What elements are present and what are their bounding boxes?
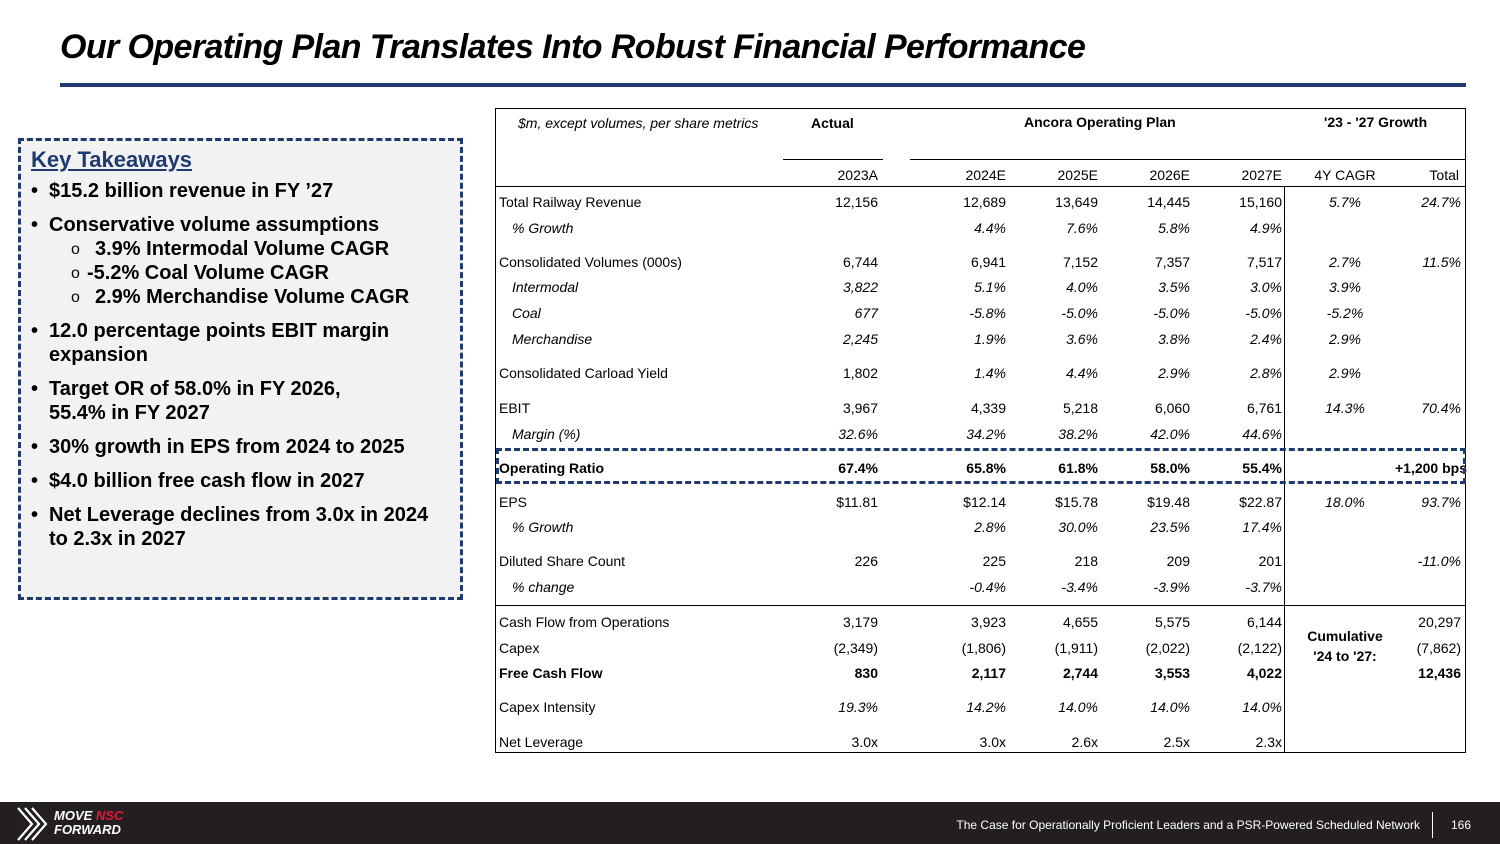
table-cell: 7,152: [1062, 254, 1098, 270]
table-cell: 67.4%: [838, 460, 878, 476]
table-cell: 6,060: [1154, 400, 1190, 416]
row-label: Intermodal: [512, 279, 579, 295]
page-number: 166: [1450, 818, 1472, 832]
table-cell: 209: [1166, 553, 1190, 569]
table-cell: 34.2%: [966, 426, 1006, 442]
table-cell: 2.8%: [1250, 365, 1282, 381]
table-cell: 6,941: [970, 254, 1006, 270]
table-cell: 2.4%: [1250, 331, 1282, 347]
row-label: Capex: [499, 640, 540, 656]
row-label: Merchandise: [512, 331, 593, 347]
table-cell: 1.9%: [974, 331, 1006, 347]
row-label: Diluted Share Count: [499, 553, 626, 569]
table-cell: $15.78: [1055, 494, 1098, 510]
table-cell: 226: [854, 553, 878, 569]
table-cell: 38.2%: [1058, 426, 1098, 442]
table-cell: 55.4%: [1242, 460, 1282, 476]
table-cell: 12,689: [963, 194, 1006, 210]
table-cell: 225: [982, 553, 1006, 569]
takeaway-subitem: o -5.2% Coal Volume CAGR: [71, 262, 329, 284]
table-cell: (2,349): [833, 640, 878, 656]
table-cell: 4.4%: [1066, 365, 1098, 381]
table-cell: -0.4%: [969, 579, 1006, 595]
table-cell: 4.9%: [1250, 220, 1282, 236]
table-cell: 7,517: [1246, 254, 1282, 270]
row-label: Cash Flow from Operations: [499, 614, 670, 630]
table-cell: 12,156: [835, 194, 878, 210]
table-cell: 32.6%: [838, 426, 878, 442]
table-cell: -5.2%: [1326, 305, 1364, 321]
table-cell: -3.7%: [1245, 579, 1282, 595]
header-operating-plan: Ancora Operating Plan: [1024, 114, 1176, 130]
column-header: 2026E: [1149, 167, 1190, 183]
table-cell: -5.0%: [1061, 305, 1098, 321]
table-cell: -3.4%: [1061, 579, 1098, 595]
row-label: Consolidated Volumes (000s): [499, 254, 682, 270]
table-cell: 93.7%: [1421, 494, 1461, 510]
table-cell: -3.9%: [1153, 579, 1190, 595]
column-header: 4Y CAGR: [1314, 167, 1376, 183]
takeaway-item: • 12.0 percentage points EBIT margin expansion: [31, 320, 390, 366]
table-cell: 677: [854, 305, 878, 321]
footer-divider: [1432, 812, 1433, 838]
table-cell: 3,822: [842, 279, 878, 295]
table-cell: 18.0%: [1325, 494, 1365, 510]
table-cell: 14.0%: [1242, 699, 1282, 715]
column-header: 2025E: [1057, 167, 1098, 183]
table-cell: 14.0%: [1150, 699, 1190, 715]
table-cell: 3.5%: [1158, 279, 1190, 295]
actual-underline: [783, 159, 883, 160]
table-cell: 14,445: [1147, 194, 1190, 210]
table-cell: 6,144: [1246, 614, 1282, 630]
table-cell: 3.0x: [851, 734, 878, 750]
table-cell: 218: [1074, 553, 1098, 569]
row-label: EBIT: [499, 400, 531, 416]
chevron-logo-icon: [16, 806, 56, 842]
column-header: 2027E: [1241, 167, 1282, 183]
table-cell: 3.9%: [1329, 279, 1361, 295]
logo-wordmark: MOVE NSC FORWARD: [54, 808, 124, 837]
table-cell: 2.7%: [1329, 254, 1361, 270]
table-cell: 58.0%: [1150, 460, 1190, 476]
table-cell: 2.3x: [1255, 734, 1282, 750]
table-cell: 5,218: [1062, 400, 1098, 416]
table-cell: 1,802: [842, 365, 878, 381]
table-cell: 6,761: [1246, 400, 1282, 416]
row-label: % Growth: [512, 519, 574, 535]
table-cell: 4,022: [1246, 665, 1282, 681]
table-cell: -11.0%: [1417, 553, 1461, 569]
table-cell: 2,117: [971, 665, 1006, 681]
table-cell: 4.4%: [974, 220, 1006, 236]
table-cell: +1,200 bps: [1395, 460, 1467, 476]
table-cell: (7,862): [1416, 640, 1461, 656]
table-cell: 7.6%: [1066, 220, 1098, 236]
row-label: Consolidated Carload Yield: [499, 365, 668, 381]
key-takeaways-box: [18, 138, 463, 600]
cashflow-separator: [496, 605, 1465, 606]
takeaway-item: • 30% growth in EPS from 2024 to 2025: [31, 436, 405, 458]
table-cell: 2,744: [1062, 665, 1098, 681]
row-label: Operating Ratio: [499, 460, 605, 476]
column-header: 2023A: [837, 167, 878, 183]
plan-underline: [910, 159, 1465, 160]
row-label: % Growth: [512, 220, 574, 236]
row-label: Free Cash Flow: [499, 665, 603, 681]
table-cell: 5.7%: [1329, 194, 1361, 210]
table-cell: 44.6%: [1242, 426, 1282, 442]
table-cell: 830: [854, 665, 878, 681]
table-cell: (2,122): [1237, 640, 1282, 656]
page-title: Our Operating Plan Translates Into Robust Financial Performance: [60, 28, 1086, 66]
table-cell: 2.9%: [1158, 365, 1190, 381]
table-cell: 1.4%: [974, 365, 1006, 381]
table-cell: (1,911): [1054, 640, 1098, 656]
circle-bullet-icon: o: [71, 241, 80, 258]
table-cell: 3,923: [970, 614, 1006, 630]
table-cell: 4,655: [1062, 614, 1098, 630]
header-growth: '23 - '27 Growth: [1324, 114, 1428, 130]
table-cell: 3.0%: [1250, 279, 1282, 295]
table-cell: $22.87: [1239, 494, 1282, 510]
table-cell: 4.0%: [1066, 279, 1098, 295]
table-cell: 15,160: [1239, 194, 1282, 210]
table-cell: 14.3%: [1325, 400, 1365, 416]
table-cell: 6,744: [842, 254, 878, 270]
row-label: Margin (%): [512, 426, 581, 442]
table-cell: 3,553: [1154, 665, 1190, 681]
table-cell: 3,967: [842, 400, 878, 416]
circle-bullet-icon: o: [71, 265, 80, 282]
table-cell: 42.0%: [1150, 426, 1190, 442]
table-cell: 61.8%: [1058, 460, 1098, 476]
table-cell: 20,297: [1418, 614, 1461, 630]
takeaway-item: • $4.0 billion free cash flow in 2027: [31, 470, 365, 492]
title-underline: [60, 83, 1466, 87]
takeaway-subitem: o 2.9% Merchandise Volume CAGR: [71, 286, 410, 308]
table-cell: 14.0%: [1058, 699, 1098, 715]
table-cell: -5.0%: [1153, 305, 1190, 321]
table-cell: 13,649: [1055, 194, 1098, 210]
table-cell: 3.8%: [1158, 331, 1190, 347]
cumulative-label: Cumulative '24 to '27:: [1307, 628, 1383, 664]
row-label: Coal: [512, 305, 541, 321]
table-cell: 17.4%: [1242, 519, 1282, 535]
table-cell: 2,245: [842, 331, 878, 347]
table-cell: 5.8%: [1158, 220, 1190, 236]
table-cell: 11.5%: [1422, 254, 1461, 270]
table-cell: 7,357: [1154, 254, 1190, 270]
circle-bullet-icon: o: [71, 289, 80, 306]
row-label: EPS: [499, 494, 528, 510]
table-cell: 30.0%: [1058, 519, 1098, 535]
takeaway-item: • Net Leverage declines from 3.0x in 2024 to 2.3x in 2027: [31, 504, 429, 550]
header-actual: Actual: [811, 115, 854, 131]
table-cell: 3,179: [842, 614, 878, 630]
row-label: % change: [512, 579, 575, 595]
table-cell: 2.9%: [1329, 365, 1361, 381]
table-cell: 2.6x: [1071, 734, 1098, 750]
table-cell: 3.0x: [979, 734, 1006, 750]
table-cell: 5,575: [1154, 614, 1190, 630]
takeaway-item: • Conservative volume assumptions: [31, 214, 380, 236]
table-cell: $19.48: [1147, 494, 1190, 510]
table-cell: 23.5%: [1150, 519, 1190, 535]
table-cell: 24.7%: [1421, 194, 1461, 210]
table-cell: -5.8%: [969, 305, 1006, 321]
table-cell: 19.3%: [838, 699, 878, 715]
takeaways-heading: Key Takeaways: [31, 147, 193, 172]
table-cell: 5.1%: [974, 279, 1006, 295]
column-header: Total: [1429, 167, 1459, 183]
table-cell: 3.6%: [1066, 331, 1098, 347]
takeaway-item: • Target OR of 58.0% in FY 2026, 55.4% in FY 2027: [31, 378, 341, 424]
table-cell: $12.14: [963, 494, 1006, 510]
column-header: 2024E: [965, 167, 1006, 183]
operating-ratio-highlight: [496, 448, 1466, 484]
table-cell: (2,022): [1145, 640, 1190, 656]
table-units-note: $m, except volumes, per share metrics: [518, 115, 759, 131]
footer-caption: The Case for Operationally Proficient Leaders and a PSR-Powered Scheduled Network: [956, 818, 1420, 832]
takeaway-subitem: o 3.9% Intermodal Volume CAGR: [71, 238, 390, 260]
header-bottom-rule: [496, 186, 1465, 187]
row-label: Net Leverage: [499, 734, 584, 750]
row-label: Total Railway Revenue: [499, 194, 642, 210]
takeaway-item: • $15.2 billion revenue in FY ’27: [31, 180, 334, 202]
table-cell: (1,806): [961, 640, 1006, 656]
table-cell: 201: [1258, 553, 1282, 569]
table-cell: 4,339: [970, 400, 1006, 416]
table-cell: 2.9%: [1329, 331, 1361, 347]
row-label: Capex Intensity: [499, 699, 596, 715]
table-cell: 2.8%: [974, 519, 1006, 535]
table-cell: 70.4%: [1421, 400, 1461, 416]
table-cell: 2.5x: [1163, 734, 1190, 750]
table-cell: -5.0%: [1245, 305, 1282, 321]
table-cell: 14.2%: [966, 699, 1006, 715]
table-cell: 12,436: [1418, 665, 1461, 681]
table-cell: $11.81: [836, 494, 878, 510]
table-cell: 65.8%: [966, 460, 1006, 476]
